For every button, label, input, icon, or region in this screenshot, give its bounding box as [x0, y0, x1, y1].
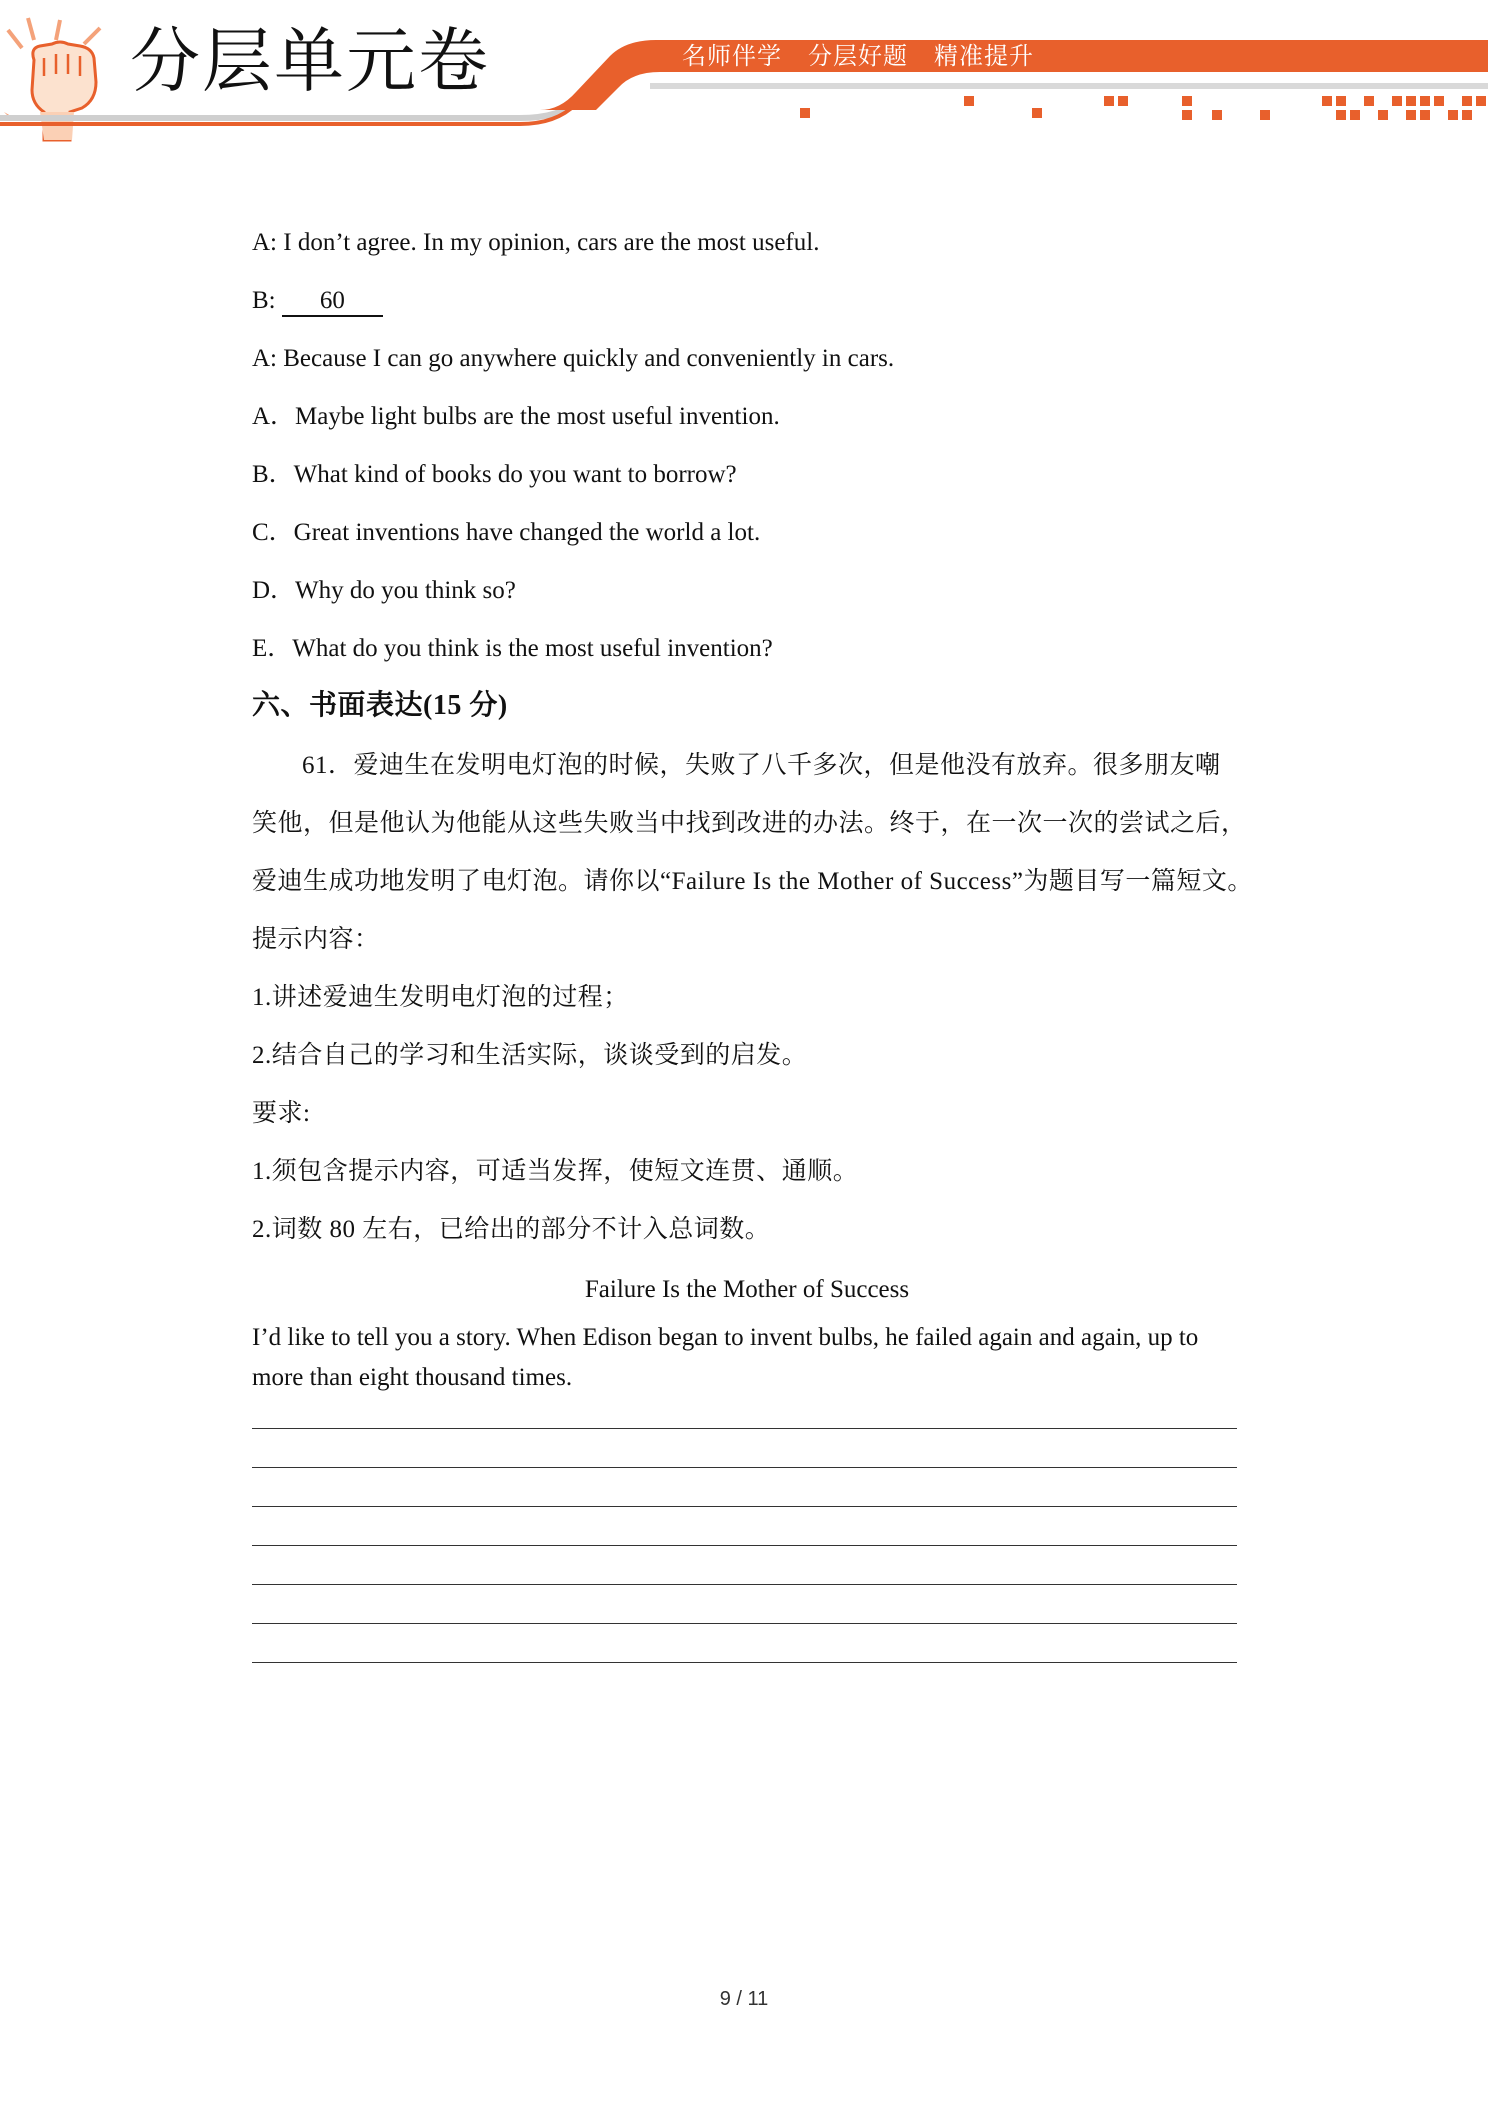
writing-line — [252, 1506, 1237, 1507]
answer-blank-60: 60 — [282, 288, 383, 317]
slogan-2: 分层好题 — [808, 42, 908, 70]
requirement-2: 2.词数 80 左右，已给出的部分不计入总词数。 — [252, 1216, 771, 1243]
option-a: A．Maybe light bulbs are the most useful invention. — [252, 403, 780, 430]
hint-label: 提示内容： — [252, 926, 380, 953]
dialogue-line-b — [252, 288, 383, 317]
fist-logo-icon — [4, 18, 100, 140]
section-title: 六、书面表达(15 分) — [252, 690, 508, 721]
writing-line — [252, 1584, 1237, 1585]
option-d: D．Why do you think so? — [252, 577, 516, 604]
dialogue-line-a2: A: Because I can go anywhere quickly and conveniently in cars. — [252, 345, 895, 372]
essay-title: Failure Is the Mother of Success — [584, 1276, 910, 1303]
prompt-line-3: 爱迪生成功地发明了电灯泡。请你以“Failure Is the Mother of Success”为题目写一篇短文。 — [252, 868, 1253, 895]
page-header — [0, 0, 1488, 150]
requirement-1: 1.须包含提示内容，可适当发挥，使短文连贯、通顺。 — [252, 1158, 859, 1185]
hint-1: 1.讲述爱迪生发明电灯泡的过程； — [252, 984, 629, 1011]
brand-title: 分层单元卷 — [130, 20, 490, 102]
slogan-3: 精准提升 — [934, 42, 1034, 70]
writing-line — [252, 1467, 1237, 1468]
option-b: B．What kind of books do you want to borrow? — [252, 461, 737, 488]
decorative-dots — [800, 96, 1486, 120]
option-e: E．What do you think is the most useful invention? — [252, 635, 773, 662]
requirements-label: 要求: — [252, 1100, 311, 1127]
writing-line — [252, 1623, 1237, 1624]
option-c: C．Great inventions have changed the world a lot. — [252, 519, 761, 546]
prompt-line-2: 笑他，但是他认为他能从这些失败当中找到改进的办法。终于，在一次一次的尝试之后， — [252, 810, 1247, 837]
slogan-1: 名师伴学 — [682, 42, 782, 70]
essay-opening: I’d like to tell you a story. When Edison began to invent bulbs, he failed again and again, up to more than eight thousand times. — [252, 1324, 1199, 1391]
prompt-line-1: 61．爱迪生在发明电灯泡的时候，失败了八千多次，但是他没有放弃。很多朋友嘲 — [302, 752, 1221, 779]
page-number: 9 / 11 — [719, 1988, 769, 2010]
dialogue-line-a1: A: I don’t agree. In my opinion, cars are the most useful. — [252, 229, 820, 256]
writing-line — [252, 1545, 1237, 1546]
dialogue-b-prefix: B: — [252, 287, 282, 314]
hint-2: 2.结合自己的学习和生活实际，谈谈受到的启发。 — [252, 1042, 808, 1069]
writing-line — [252, 1428, 1237, 1429]
writing-line — [252, 1662, 1237, 1663]
